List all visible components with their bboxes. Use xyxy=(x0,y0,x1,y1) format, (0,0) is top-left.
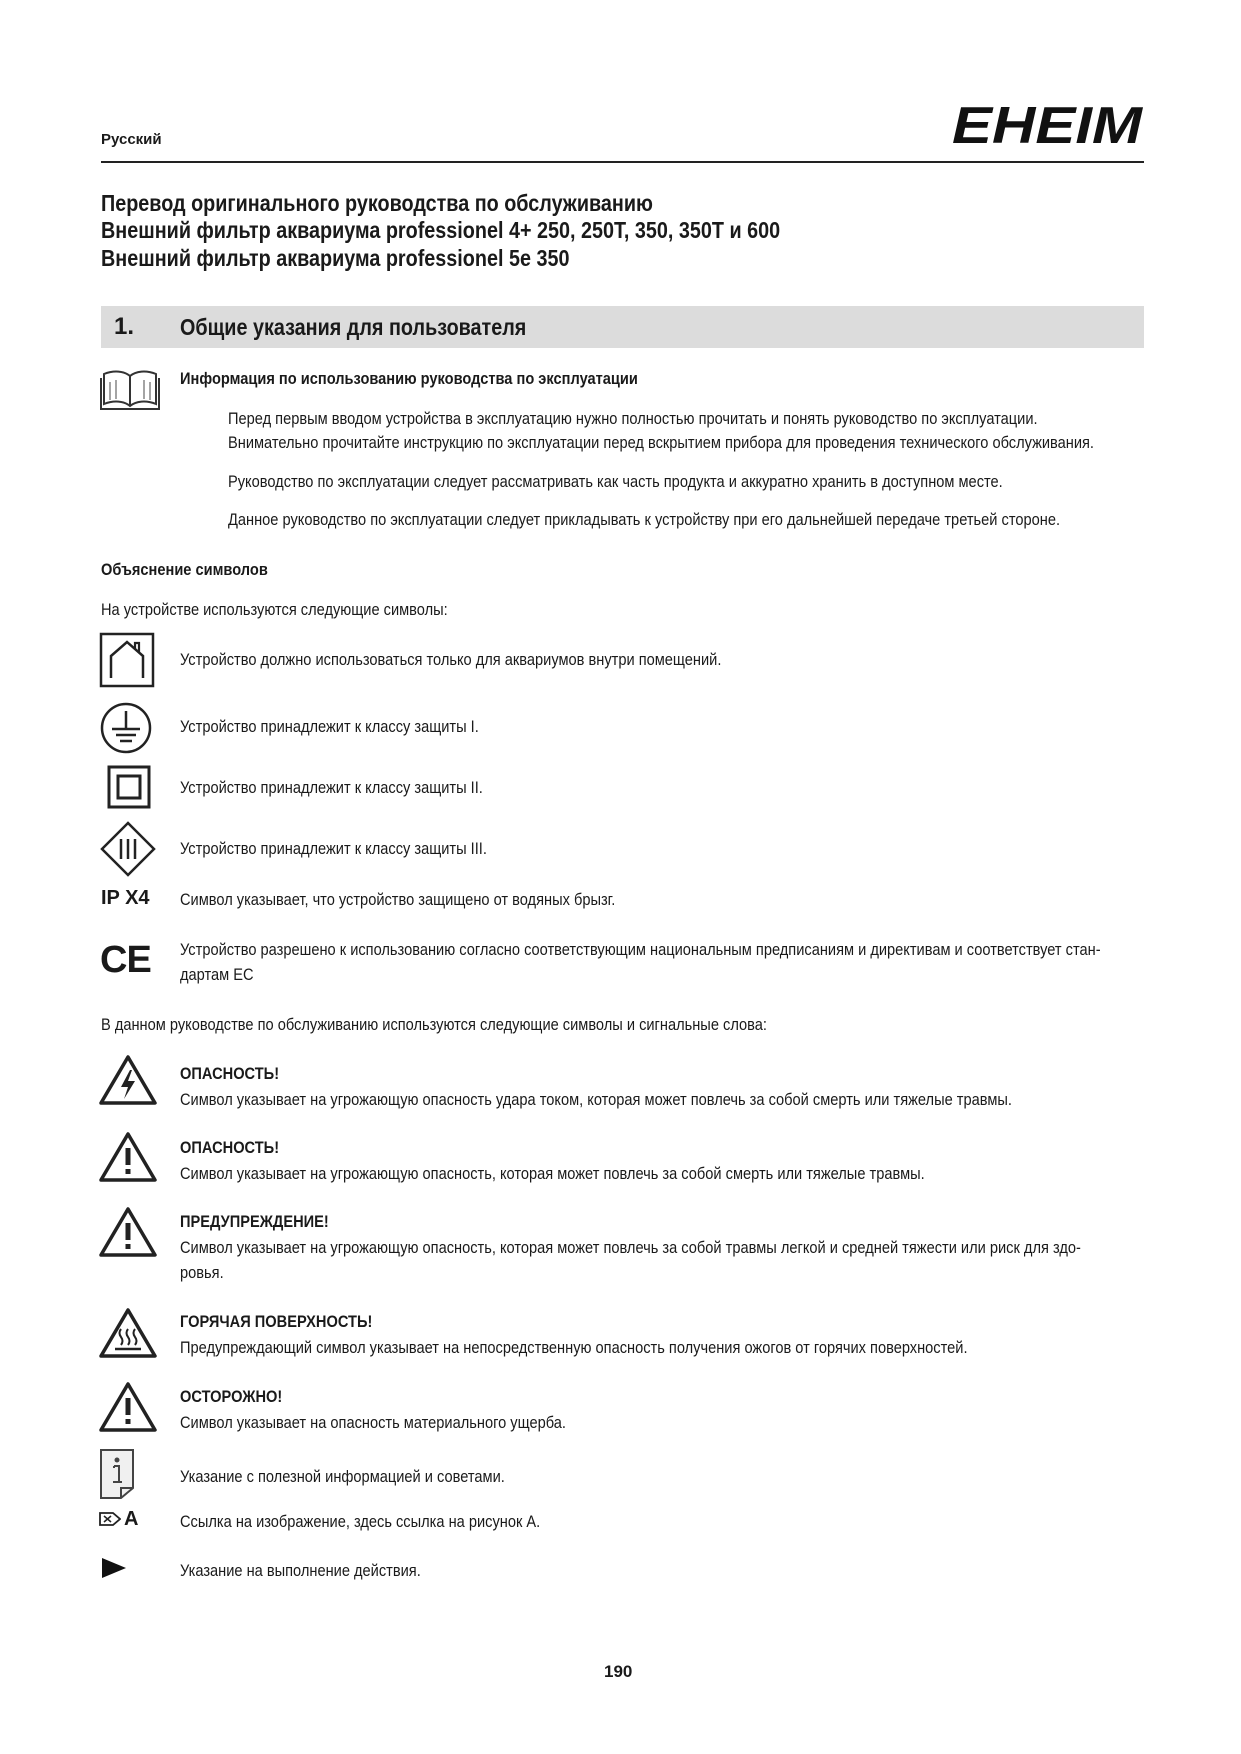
warning-icon xyxy=(99,1381,157,1433)
section-title: Общие указания для пользователя xyxy=(180,314,527,340)
signal-text-warning-line-1: Символ указывает на угрожающую опасность, которая может повлечь за собой травмы легкой и средней тяжести или риск для здо- xyxy=(180,1238,1081,1257)
hot-surface-icon xyxy=(99,1307,157,1359)
signal-text-caution: Символ указывает на опасность материального ущерба. xyxy=(180,1413,566,1432)
header-divider xyxy=(101,161,1144,163)
ce-icon: CE xyxy=(100,939,151,981)
symbol-text-ip: Символ указывает, что устройство защищено от водяных брызг. xyxy=(180,890,616,909)
house-icon xyxy=(99,632,155,688)
signal-text-hot-surface: Предупреждающий символ указывает на непосредственную опасность получения ожогов от горячих поверхностей. xyxy=(180,1338,968,1357)
signal-title-hot-surface: ГОРЯЧАЯ ПОВЕРХНОСТЬ! xyxy=(180,1312,373,1331)
signal-text-danger-electric: Символ указывает на угрожающую опасность удара током, которая может повлечь за собой смерть или тяжелые травмы. xyxy=(180,1090,1012,1109)
symbol-text-class-3: Устройство принадлежит к классу защиты III. xyxy=(180,839,487,858)
signal-text-danger: Символ указывает на угрожающую опасность, которая может повлечь за собой смерть или тяжелые травмы. xyxy=(180,1164,925,1183)
info-paragraph-2: Руководство по эксплуатации следует рассматривать как часть продукта и аккуратно хранить в доступном месте. xyxy=(228,472,1003,491)
action-arrow-icon xyxy=(100,1557,128,1579)
info-paragraph-3: Данное руководство по эксплуатации следует прикладывать к устройству при его дальнейшей передаче третьей стороне. xyxy=(228,510,1061,529)
info-heading: Информация по использованию руководства по эксплуатации xyxy=(180,369,638,388)
electric-warning-icon xyxy=(99,1054,157,1106)
document-subtitle: Внешний фильтр аквариума professionel 5e 350 xyxy=(101,245,570,271)
ip-x4-label: IP X4 xyxy=(101,887,150,909)
signal-text-warning-line-2: ровья. xyxy=(180,1263,224,1282)
symbol-text-indoor: Устройство должно использоваться только для аквариумов внутри помещений. xyxy=(180,650,722,669)
language-label: Русский xyxy=(101,131,162,148)
ground-icon xyxy=(99,701,153,755)
symbol-text-ce-line-2: дартам ЕС xyxy=(180,965,254,984)
symbols-heading: Объяснение символов xyxy=(101,560,268,579)
signal-title-caution: ОСТОРОЖНО! xyxy=(180,1387,283,1406)
warning-icon xyxy=(99,1206,157,1258)
logo-text: EHEIM xyxy=(952,98,1144,148)
document-subtitle: Внешний фильтр аквариума professionel 4+ 250, 250T, 350, 350T и 600 xyxy=(101,217,781,243)
signal-title-danger: ОПАСНОСТЬ! xyxy=(180,1138,280,1157)
info-paragraph-1-line-2: Внимательно прочитайте инструкцию по эксплуатации перед вскрытием прибора для проведения технического обслуживания. xyxy=(228,433,1094,452)
figure-ref-label: A xyxy=(124,1508,139,1530)
symbol-text-class-2: Устройство принадлежит к классу защиты II. xyxy=(180,778,483,797)
class-three-icon xyxy=(99,820,157,878)
document-title: Перевод оригинального руководства по обслуживанию xyxy=(101,190,653,216)
warning-icon xyxy=(99,1131,157,1183)
double-square-icon xyxy=(107,765,151,809)
signal-text-action: Указание на выполнение действия. xyxy=(180,1561,421,1580)
signal-text-info-note: Указание с полезной информацией и советами. xyxy=(180,1467,505,1486)
symbol-text-class-1: Устройство принадлежит к классу защиты I. xyxy=(180,717,479,736)
signal-title-danger-electric: ОПАСНОСТЬ! xyxy=(180,1064,280,1083)
section-number: 1. xyxy=(114,313,135,340)
figure-ref-icon xyxy=(99,1511,121,1527)
symbols-intro: На устройстве используются следующие символы: xyxy=(101,600,448,619)
signals-intro: В данном руководстве по обслуживанию используются следующие символы и сигнальные слова: xyxy=(101,1015,767,1034)
symbol-text-ce-line-1: Устройство разрешено к использованию согласно соответствующим национальным предписаниям и директивам и соответствует стан- xyxy=(180,940,1101,959)
signal-title-warning: ПРЕДУПРЕЖДЕНИЕ! xyxy=(180,1212,329,1231)
info-paragraph-1-line-1: Перед первым вводом устройства в эксплуатацию нужно полностью прочитать и понять руководство по эксплуатации. xyxy=(228,409,1038,428)
page-number: 190 xyxy=(604,1662,633,1681)
open-book-icon xyxy=(100,368,160,412)
info-note-icon xyxy=(99,1448,135,1500)
eheim-logo xyxy=(950,98,1146,148)
signal-text-figure-ref: Ссылка на изображение, здесь ссылка на рисунок А. xyxy=(180,1512,541,1531)
